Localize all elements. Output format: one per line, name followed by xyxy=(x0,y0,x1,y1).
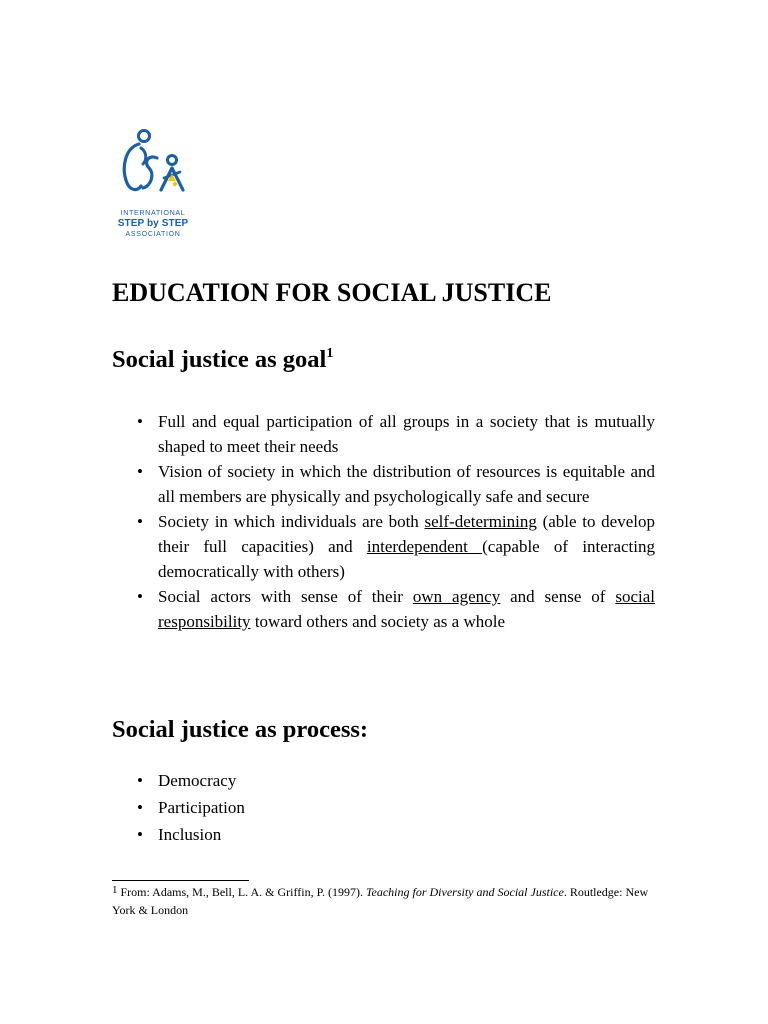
goal-bullet-3-after: (capable of interacting democratically with others) xyxy=(158,537,656,581)
goal-bullet-3-mid: (able to develop their full capacities) and xyxy=(158,512,655,556)
process-bullet-list xyxy=(137,767,437,848)
footnote-before: From: Adams, M., Bell, L. A. & Griffin, P. (1997). xyxy=(117,885,366,899)
goal-bullet-2-text: Vision of society in which the distribution of resources is equitable and all members are physically and psychologically safe and secure xyxy=(158,462,655,506)
issa-logo-figures-icon xyxy=(117,128,189,206)
goal-bullet-1-text: Full and equal participation of all groups in a society that is mutually shaped to meet their needs xyxy=(158,412,655,456)
goal-bullet-3 xyxy=(137,509,655,584)
issa-logo xyxy=(117,128,189,242)
goal-bullet-4-before: Social actors with sense of their xyxy=(158,587,413,606)
document-title: EDUCATION FOR SOCIAL JUSTICE xyxy=(112,278,552,307)
footnote xyxy=(112,884,657,919)
goal-bullet-2 xyxy=(137,459,655,509)
goal-bullet-4-after: toward others and society as a whole xyxy=(250,612,506,631)
logo-text-association: ASSOCIATION xyxy=(125,231,181,238)
footnote-ref: 1 xyxy=(326,346,334,361)
goal-bullet-list xyxy=(137,409,655,634)
term-interdependent: interdependent xyxy=(366,537,483,556)
footnote-book-title: Teaching for Diversity and Social Justice xyxy=(365,885,564,899)
goal-heading-text: Social justice as goal xyxy=(112,346,327,373)
logo-text-step-by-step: STEP by STEP xyxy=(117,218,189,229)
goal-bullet-3-before: Society in which individuals are both xyxy=(158,512,425,531)
logo-text-international: INTERNATIONAL xyxy=(120,208,186,217)
goal-bullet-1 xyxy=(137,409,655,459)
goal-bullet-4 xyxy=(137,584,655,634)
process-bullet-democracy: • Democracy xyxy=(137,767,437,794)
footnote-number: 1 xyxy=(112,884,118,896)
term-own-agency: own agency xyxy=(412,587,501,606)
term-self-determining: self-determining xyxy=(424,512,537,531)
goal-heading xyxy=(112,344,333,380)
process-bullet-participation: • Participation xyxy=(137,794,437,821)
term-social-responsibility: social responsibility xyxy=(158,587,656,631)
process-bullet-inclusion: • Inclusion xyxy=(137,821,437,848)
process-heading: Social justice as process: xyxy=(112,716,369,743)
goal-bullet-4-mid: and sense of xyxy=(500,587,616,606)
footnote-separator xyxy=(112,880,249,881)
footnote-after: . Routledge: New York & London xyxy=(112,885,649,917)
